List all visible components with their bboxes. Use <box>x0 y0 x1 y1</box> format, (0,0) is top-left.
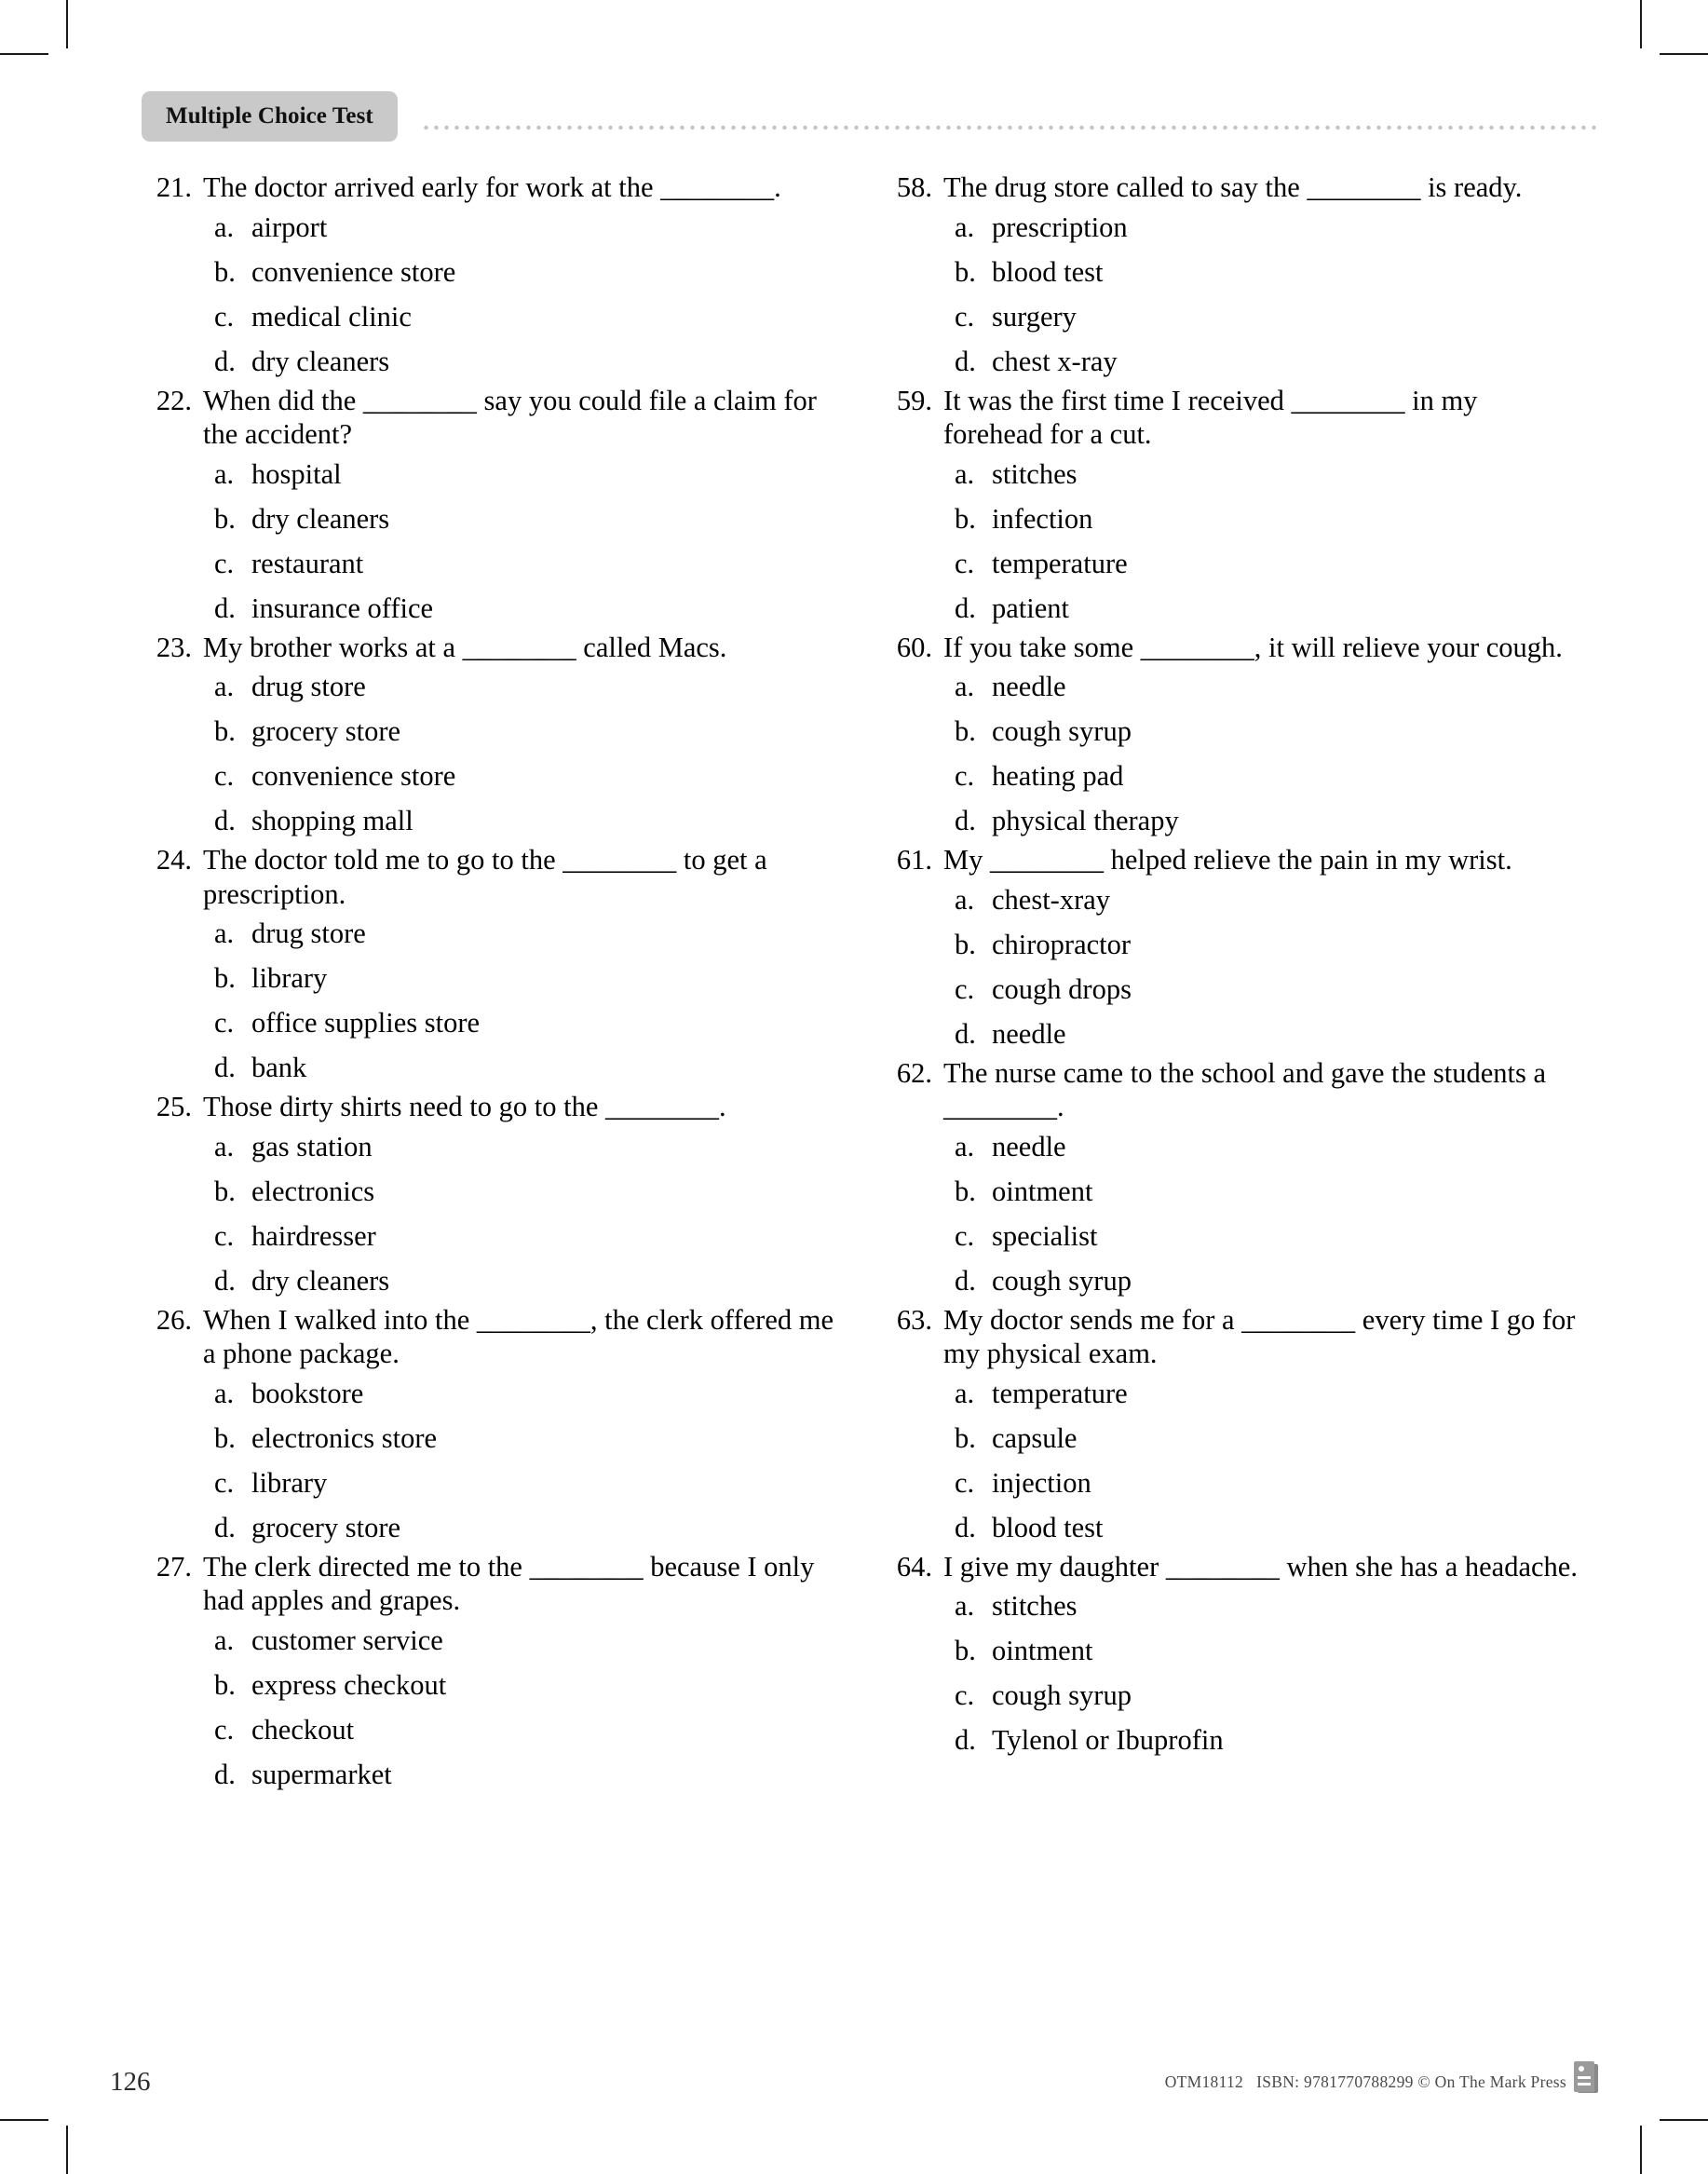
question-row <box>889 170 1579 205</box>
option-letter: d. <box>214 1264 236 1297</box>
option-letter: c. <box>955 1679 975 1711</box>
option-letter: c. <box>214 760 235 792</box>
option-item[interactable] <box>889 1718 1579 1762</box>
option-item[interactable] <box>889 1258 1579 1303</box>
section-title-tab <box>142 91 398 142</box>
question-number: 60. <box>896 631 932 663</box>
option-text: surgery <box>992 300 1077 333</box>
option-item[interactable] <box>149 1124 838 1169</box>
option-item[interactable] <box>889 1169 1579 1214</box>
option-letter: a. <box>955 883 975 916</box>
question-row <box>889 843 1579 877</box>
option-letter: c. <box>955 760 975 792</box>
option-letter: d. <box>214 345 236 377</box>
option-text: stitches <box>992 457 1078 490</box>
left-column <box>149 170 838 1797</box>
question-text: If you take some ________, it will relieve your cough. <box>943 631 1563 663</box>
option-letter: d. <box>214 1758 236 1790</box>
option-text: gas station <box>251 1130 373 1162</box>
option-text: hospital <box>251 457 342 490</box>
option-text: cough drops <box>992 972 1132 1005</box>
option-text: capsule <box>992 1421 1078 1454</box>
question-item <box>149 1303 838 1550</box>
option-text: needle <box>992 671 1066 702</box>
question-row <box>889 631 1579 665</box>
option-text: prescription <box>992 211 1128 243</box>
question-number: 63. <box>896 1303 932 1336</box>
option-text: blood test <box>992 1511 1104 1543</box>
option-item[interactable] <box>149 586 838 631</box>
option-letter: b. <box>214 1668 236 1701</box>
option-text: electronics store <box>251 1421 438 1454</box>
question-number: 23. <box>156 631 192 663</box>
option-text: ointment <box>992 1175 1093 1207</box>
option-item[interactable] <box>149 1169 838 1214</box>
option-item[interactable] <box>889 586 1579 631</box>
question-row <box>149 1303 838 1371</box>
option-letter: a. <box>214 1130 235 1162</box>
option-list <box>889 1371 1579 1550</box>
option-list <box>149 664 838 843</box>
question-item <box>149 843 838 1090</box>
option-letter: c. <box>214 300 235 333</box>
question-row <box>149 1090 838 1124</box>
option-letter: a. <box>955 211 975 243</box>
question-item <box>149 170 838 384</box>
question-item <box>889 170 1579 384</box>
option-list <box>889 877 1579 1056</box>
option-item[interactable] <box>889 877 1579 922</box>
option-list <box>149 205 838 384</box>
option-text: injection <box>992 1466 1091 1499</box>
option-item[interactable] <box>889 922 1579 967</box>
option-letter: a. <box>214 1624 235 1656</box>
option-item[interactable] <box>149 496 838 541</box>
option-letter: c. <box>955 547 975 579</box>
option-letter: c. <box>955 1219 975 1252</box>
option-letter: c. <box>214 1713 235 1746</box>
option-text: ointment <box>992 1635 1093 1666</box>
option-letter: c. <box>214 1219 235 1252</box>
option-text: convenience store <box>251 255 456 288</box>
option-list <box>149 911 838 1090</box>
option-item[interactable] <box>149 1371 838 1416</box>
option-item[interactable] <box>889 250 1579 294</box>
option-item[interactable] <box>149 1000 838 1045</box>
option-text: library <box>251 962 328 994</box>
option-item[interactable] <box>889 754 1579 798</box>
option-letter: d. <box>955 1511 976 1543</box>
crop-mark-top-left-vertical <box>66 0 68 48</box>
option-letter: a. <box>214 211 235 243</box>
question-text: The clerk directed me to the ________ because I only had apples and grapes. <box>203 1550 815 1616</box>
option-item[interactable] <box>889 205 1579 250</box>
option-item[interactable] <box>889 1416 1579 1461</box>
option-text: customer service <box>251 1624 443 1656</box>
question-row <box>149 170 838 205</box>
question-item <box>889 1056 1579 1303</box>
option-text: needle <box>992 1130 1066 1162</box>
question-text: When did the ________ say you could file a claim for the accident? <box>203 384 817 450</box>
option-item[interactable] <box>889 1371 1579 1416</box>
option-text: grocery store <box>251 715 401 747</box>
option-item[interactable] <box>149 956 838 1000</box>
option-letter: d. <box>955 1017 976 1050</box>
option-text: temperature <box>992 1377 1128 1409</box>
option-letter: c. <box>214 1007 235 1039</box>
option-item[interactable] <box>149 250 838 294</box>
question-row <box>149 631 838 665</box>
imprint-line <box>1165 2072 1566 2092</box>
option-item[interactable] <box>149 1214 838 1258</box>
question-number: 21. <box>156 171 192 203</box>
crop-mark-top-left-horizontal <box>0 53 48 55</box>
option-letter: d. <box>955 805 976 836</box>
question-text: When I walked into the ________, the clerk offered me a phone package. <box>203 1303 834 1369</box>
option-item[interactable] <box>149 709 838 754</box>
question-text: I give my daughter ________ when she has a headache. <box>943 1550 1578 1583</box>
book-stack-icon <box>1574 2061 1598 2095</box>
option-text: library <box>251 1466 328 1499</box>
option-item[interactable] <box>149 1045 838 1090</box>
option-text: chest-xray <box>992 883 1111 916</box>
right-column <box>889 170 1579 1797</box>
question-text: My doctor sends me for a ________ every time I go for my physical exam. <box>943 1303 1576 1369</box>
option-item[interactable] <box>149 339 838 384</box>
option-item[interactable] <box>149 1258 838 1303</box>
option-item[interactable] <box>149 541 838 586</box>
crop-mark-bottom-left-horizontal <box>0 2119 48 2121</box>
option-letter: b. <box>955 1635 976 1666</box>
option-list <box>889 452 1579 631</box>
option-item[interactable] <box>149 452 838 496</box>
crop-mark-bottom-right-horizontal <box>1660 2119 1708 2121</box>
option-item[interactable] <box>889 1124 1579 1169</box>
question-text: My ________ helped relieve the pain in my wrist. <box>943 844 1512 876</box>
option-letter: d. <box>955 1724 976 1756</box>
question-item <box>889 631 1579 844</box>
option-list <box>889 664 1579 843</box>
option-text: blood test <box>992 255 1104 288</box>
question-row <box>149 1550 838 1618</box>
option-list <box>149 1618 838 1797</box>
question-row <box>889 1056 1579 1124</box>
question-number: 27. <box>156 1550 192 1583</box>
option-letter: d. <box>214 805 236 836</box>
option-item[interactable] <box>149 1416 838 1461</box>
option-letter: b. <box>214 1175 236 1207</box>
option-text: patient <box>992 591 1069 624</box>
option-text: office supplies store <box>251 1007 481 1039</box>
option-text: electronics <box>251 1175 375 1207</box>
option-text: checkout <box>251 1713 355 1746</box>
option-item[interactable] <box>149 1618 838 1663</box>
option-item[interactable] <box>889 294 1579 339</box>
option-letter: d. <box>214 591 236 624</box>
page-footer <box>0 2054 1708 2119</box>
option-letter: d. <box>955 345 976 377</box>
question-item <box>149 384 838 631</box>
option-text: chest x-ray <box>992 345 1118 377</box>
option-text: Tylenol or Ibuprofin <box>992 1724 1224 1756</box>
option-text: bookstore <box>251 1377 364 1409</box>
option-text: express checkout <box>251 1668 447 1701</box>
option-text: grocery store <box>251 1511 401 1543</box>
option-item[interactable] <box>149 664 838 709</box>
question-number: 64. <box>896 1550 932 1583</box>
option-item[interactable] <box>889 496 1579 541</box>
question-item <box>889 843 1579 1056</box>
option-item[interactable] <box>149 1707 838 1752</box>
question-item <box>889 1303 1579 1550</box>
option-item[interactable] <box>149 1752 838 1797</box>
isbn-number: 9781770788299 <box>1304 2072 1414 2091</box>
option-text: infection <box>992 502 1093 535</box>
option-text: drug store <box>251 671 366 702</box>
isbn-label: ISBN: <box>1256 2072 1300 2091</box>
question-number: 58. <box>896 171 932 203</box>
copyright-notice: © On The Mark Press <box>1417 2072 1566 2091</box>
option-item[interactable] <box>889 541 1579 586</box>
option-letter: a. <box>214 1377 235 1409</box>
page-number: 126 <box>110 2067 151 2097</box>
question-text: The nurse came to the school and gave the students a ________. <box>943 1056 1547 1122</box>
question-item <box>149 1090 838 1303</box>
crop-mark-bottom-left-vertical <box>66 2126 68 2174</box>
question-item <box>889 384 1579 631</box>
product-code: OTM18112 <box>1164 2072 1244 2091</box>
question-text: The doctor told me to go to the ________ to get a prescription. <box>203 844 767 910</box>
question-text: Those dirty shirts need to go to the ________. <box>203 1091 726 1122</box>
option-item[interactable] <box>889 1214 1579 1258</box>
option-text: dry cleaners <box>251 345 390 377</box>
option-text: cough syrup <box>992 715 1132 747</box>
option-text: physical therapy <box>992 805 1179 836</box>
option-letter: b. <box>955 502 976 535</box>
option-text: medical clinic <box>251 300 412 333</box>
question-number: 26. <box>156 1303 192 1336</box>
option-letter: b. <box>214 962 236 994</box>
option-item[interactable] <box>889 1583 1579 1628</box>
option-item[interactable] <box>149 798 838 843</box>
option-letter: b. <box>955 1421 976 1454</box>
crop-mark-top-right-vertical <box>1640 0 1642 48</box>
option-letter: d. <box>955 591 976 624</box>
option-text: shopping mall <box>251 805 413 836</box>
option-item[interactable] <box>149 205 838 250</box>
option-text: specialist <box>992 1219 1098 1252</box>
option-list <box>889 205 1579 384</box>
option-text: needle <box>992 1017 1066 1050</box>
question-number: 59. <box>896 384 932 416</box>
question-row <box>889 1550 1579 1584</box>
option-item[interactable] <box>889 452 1579 496</box>
option-item[interactable] <box>149 911 838 956</box>
option-text: cough syrup <box>992 1679 1132 1711</box>
option-letter: c. <box>214 547 235 579</box>
option-item[interactable] <box>889 664 1579 709</box>
option-letter: b. <box>955 715 976 747</box>
option-list <box>889 1583 1579 1762</box>
question-number: 61. <box>896 844 932 876</box>
option-item[interactable] <box>889 339 1579 384</box>
option-text: convenience store <box>251 760 456 792</box>
option-list <box>149 1124 838 1303</box>
option-item[interactable] <box>149 294 838 339</box>
question-row <box>889 1303 1579 1371</box>
option-text: stitches <box>992 1590 1078 1622</box>
question-number: 24. <box>156 844 192 876</box>
option-letter: b. <box>214 715 236 747</box>
header-dotted-rule <box>421 125 1596 130</box>
option-text: hairdresser <box>251 1219 376 1252</box>
option-item[interactable] <box>889 1012 1579 1056</box>
option-item[interactable] <box>889 798 1579 843</box>
option-letter: d. <box>214 1052 236 1083</box>
option-letter: b. <box>214 502 236 535</box>
option-text: restaurant <box>251 547 364 579</box>
option-text: dry cleaners <box>251 502 390 535</box>
question-item <box>149 1550 838 1797</box>
option-item[interactable] <box>889 967 1579 1012</box>
page-header <box>142 91 1596 142</box>
question-number: 22. <box>156 384 192 416</box>
option-letter: a. <box>955 457 975 490</box>
option-letter: d. <box>214 1511 236 1543</box>
option-letter: b. <box>214 1421 236 1454</box>
crop-mark-bottom-right-vertical <box>1640 2126 1642 2174</box>
option-letter: b. <box>955 1175 976 1207</box>
option-letter: a. <box>214 457 235 490</box>
option-text: cough syrup <box>992 1264 1132 1297</box>
option-item[interactable] <box>889 709 1579 754</box>
question-item <box>889 1550 1579 1763</box>
option-item[interactable] <box>149 754 838 798</box>
option-letter: c. <box>214 1466 235 1499</box>
option-text: bank <box>251 1052 307 1083</box>
option-text: chiropractor <box>992 928 1132 960</box>
option-list <box>149 452 838 631</box>
option-text: supermarket <box>251 1758 392 1790</box>
option-letter: d. <box>955 1264 976 1297</box>
option-text: airport <box>251 211 328 243</box>
option-letter: a. <box>214 671 235 702</box>
option-item[interactable] <box>149 1505 838 1550</box>
option-item[interactable] <box>889 1673 1579 1718</box>
question-text: My brother works at a ________ called Macs. <box>203 631 727 663</box>
question-item <box>149 631 838 844</box>
question-row <box>889 384 1579 452</box>
question-text: The doctor arrived early for work at the ________. <box>203 171 781 203</box>
option-list <box>149 1371 838 1550</box>
option-letter: a. <box>955 1590 975 1622</box>
option-letter: a. <box>214 917 235 949</box>
question-number: 62. <box>896 1056 932 1089</box>
option-letter: a. <box>955 671 975 702</box>
option-text: drug store <box>251 917 366 949</box>
section-title-label: Multiple Choice Test <box>166 103 373 129</box>
option-letter: b. <box>214 255 236 288</box>
option-item[interactable] <box>149 1663 838 1707</box>
option-text: insurance office <box>251 591 434 624</box>
option-text: heating pad <box>992 760 1124 792</box>
option-letter: c. <box>955 972 975 1005</box>
option-text: dry cleaners <box>251 1264 390 1297</box>
option-letter: a. <box>955 1377 975 1409</box>
option-letter: c. <box>955 300 975 333</box>
option-letter: b. <box>955 255 976 288</box>
question-row <box>149 384 838 452</box>
crop-mark-top-right-horizontal <box>1660 53 1708 55</box>
question-number: 25. <box>156 1091 192 1122</box>
question-columns <box>0 170 1708 1797</box>
option-letter: a. <box>955 1130 975 1162</box>
option-item[interactable] <box>149 1461 838 1505</box>
option-letter: c. <box>955 1466 975 1499</box>
question-text: It was the first time I received ________ in my forehead for a cut. <box>943 384 1478 450</box>
question-row <box>149 843 838 911</box>
option-item[interactable] <box>889 1505 1579 1550</box>
option-item[interactable] <box>889 1628 1579 1673</box>
question-text: The drug store called to say the ________ is ready. <box>943 171 1523 203</box>
option-item[interactable] <box>889 1461 1579 1505</box>
option-letter: b. <box>955 928 976 960</box>
option-list <box>889 1124 1579 1303</box>
option-text: temperature <box>992 547 1128 579</box>
